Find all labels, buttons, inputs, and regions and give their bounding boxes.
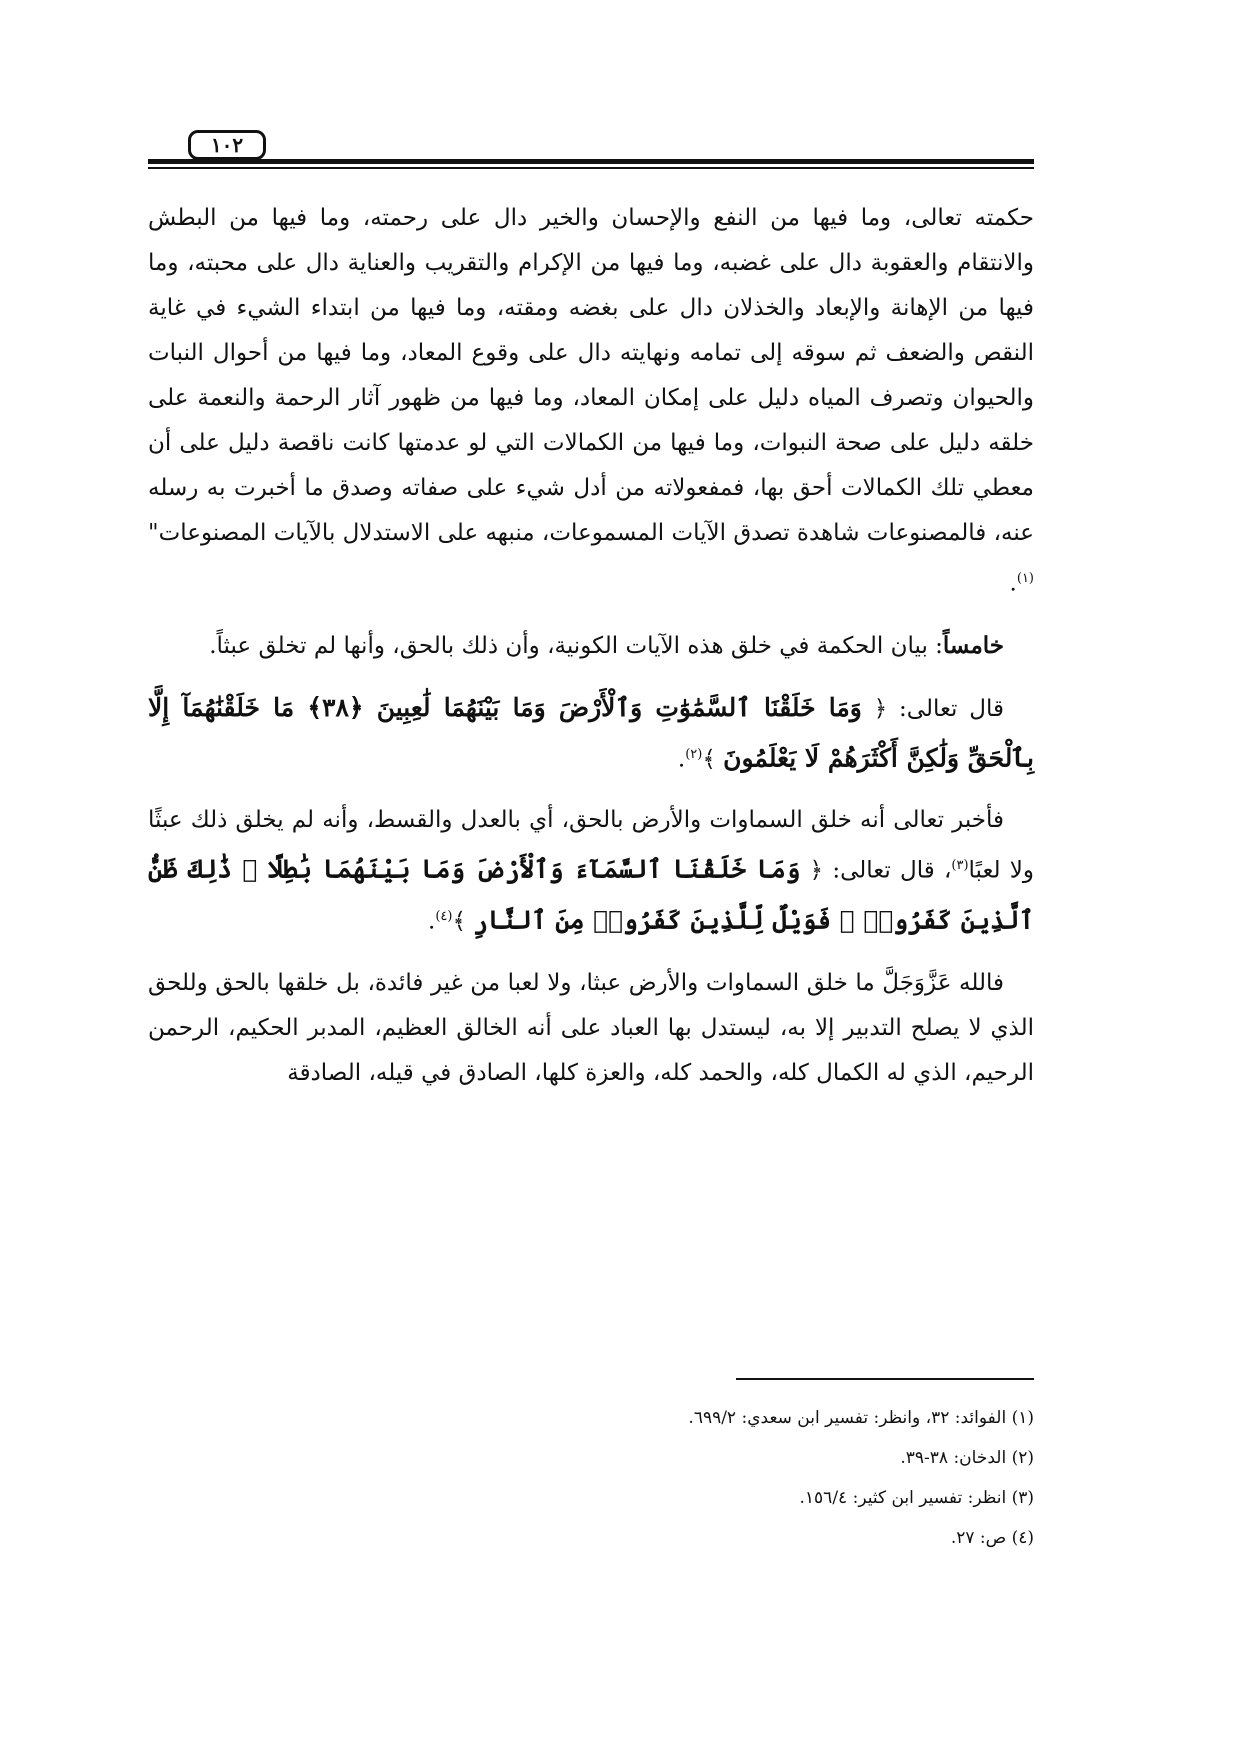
verse-intro: قال تعالى:: [887, 695, 1004, 722]
footnote-ref-4: (٤): [435, 908, 453, 924]
page-header: [148, 128, 1034, 168]
paragraph-3: [148, 685, 1034, 783]
footnote-ref-2: (٢): [685, 746, 703, 762]
quran-verse-2: وَمَا خَلَقْنَا ٱلسَّمَآءَ وَٱلْأَرْضَ وَمَا بَيْنَهُمَا بَٰطِلًا ۚ ذَٰلِكَ ظَنُّ ٱلَّذِينَ كَفَرُوا۟ ۚ فَوَيْلٌ لِّلَّذِينَ كَفَرُوا۟ مِنَ ٱلنَّارِ: [148, 854, 1034, 935]
footnotes: [148, 1398, 1034, 1558]
paragraph-4-mid: ، قال تعالى:: [823, 857, 952, 884]
paragraph-4-text: فأخبر تعالى أنه خلق السماوات والأرض بالحق، أي بالعدل والقسط، وأنه لم يخلق ذلك عبثًا ولا لعبًا: [148, 807, 1035, 884]
footnote-1: (١) الفوائد: ٣٢، وانظر: تفسير ابن سعدي: ٦٩٩/٢.: [688, 1408, 1034, 1428]
header-rule-thin: [148, 167, 1034, 169]
quran-verse-1: وَمَا خَلَقْنَا ٱلسَّمَٰوَٰتِ وَٱلْأَرْضَ وَمَا بَيْنَهُمَا لَٰعِبِينَ ﴿٣٨﴾ مَا خَلَقْنَٰهُمَآ إِلَّا بِٱلْحَقِّ وَلَٰكِنَّ أَكْثَرَهُمْ لَا يَعْلَمُونَ: [148, 692, 1034, 773]
section-label: خامساً: [942, 631, 1004, 659]
paragraph-4: [148, 798, 1034, 944]
ornate-bracket-open-2: ﴿: [809, 857, 824, 884]
paragraph-3-end: .: [677, 746, 686, 773]
paragraph-2-text: : بيان الحكمة في خلق هذه الآيات الكونية، وأن ذلك بالحق، وأنها لم تخلق عبثاً.: [209, 632, 943, 659]
paragraph-1-end: .: [1009, 570, 1017, 597]
footnote-ref-3: (٣): [951, 858, 969, 874]
page-number: ١٠٢: [188, 130, 266, 160]
footnote-4: (٤) ص: ٢٧.: [950, 1528, 1034, 1548]
footnote-separator: [736, 1378, 1034, 1380]
paragraph-1: [148, 196, 1034, 607]
paragraph-5: فالله عَزَّوَجَلَّ ما خلق السماوات والأرض عبثا، ولا لعبا من غير فائدة، بل خلقها بالحق وللحق الذي لا يصلح التدبير إلا به، ليستدل بها العباد على أنه الخالق العظيم، المدبر الحكيم، الرحمن الرحيم، الذي له الكمال كله، والحمد كله، والعزة كلها، الصادق في قيله، الصادقة: [148, 969, 1034, 1086]
paragraph-4-end: .: [428, 908, 436, 935]
ornate-bracket-close-2: ﴾: [452, 908, 466, 935]
ornate-bracket-close: ﴾: [702, 746, 716, 773]
header-rule-thick: [148, 159, 1034, 164]
paragraph-1-text: حكمته تعالى، وما فيها من النفع والإحسان والخير دال على رحمته، وما فيها من البطش والانتقام والعقوبة دال على غضبه، وما فيها من الإكرام والتقريب والعناية دال على محبته، وما فيها من الإهانة والإبعاد والخذلان دال على بغضه ومقته، وما فيها من ابتداء الشيء في غاية النقص والضعف ثم سوقه إلى تمامه ونهايته دال على وقوع المعاد، وما فيها من أحوال النبات والحيوان وتصرف المياه دليل على إمكان المعاد، وما فيها من ظهور آثار الرحمة والنعمة على خلقه دليل على صحة النبوات، وما فيها من الكمالات التي لو عدمتها كانت ناقصة دليل على أن معطي تلك الكمالات أحق بها، فمفعولاته من أدل شيء على صفاته وصدق ما أخبرت به رسله عنه، فالمصنوعات شاهدة تصدق الآيات المسموعات، منبهه على الاستدلال بالآيات المصنوعات": [148, 205, 1034, 546]
paragraph-2: [148, 623, 1034, 669]
main-text: [148, 196, 1034, 1096]
footnote-ref-1: (١): [1016, 571, 1034, 586]
footnote-2: (٢) الدخان: ٣٨-٣٩.: [900, 1448, 1034, 1468]
ornate-bracket-open: ﴿: [873, 695, 888, 722]
footnote-3: (٣) انظر: تفسير ابن كثير: ١٥٦/٤.: [799, 1488, 1034, 1508]
